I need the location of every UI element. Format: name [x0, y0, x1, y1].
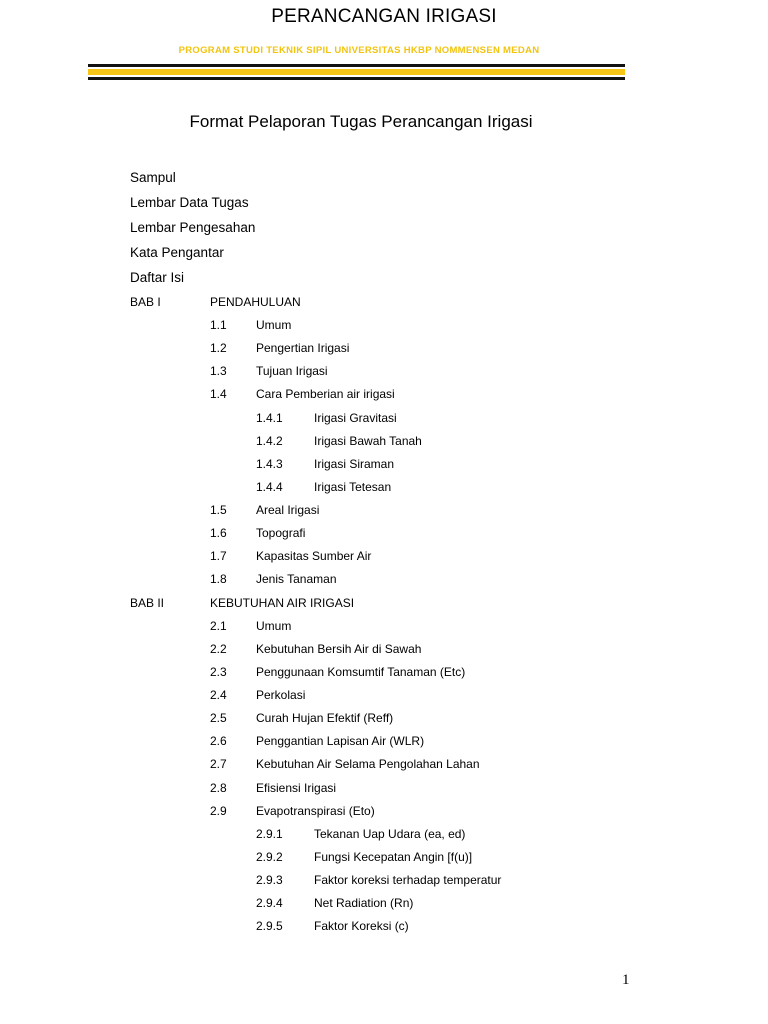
toc-entry — [0, 387, 768, 407]
toc-entry — [0, 195, 768, 215]
toc-entry-label: Tujuan Irigasi — [256, 364, 328, 378]
toc-entry — [0, 734, 768, 754]
toc-entry-label: Efisiensi Irigasi — [256, 781, 337, 795]
toc-entry-label: Penggantian Lapisan Air (WLR) — [256, 734, 425, 748]
toc-entry — [0, 919, 768, 939]
toc-entry — [0, 711, 768, 731]
toc-entry-number: 2.9.2 — [256, 850, 283, 864]
toc-entry — [0, 873, 768, 893]
toc-entry-label: Kebutuhan Bersih Air di Sawah — [256, 642, 422, 656]
toc-entry — [0, 457, 768, 477]
toc-entry-number: 2.8 — [210, 781, 227, 795]
toc-entry-label: Perkolasi — [256, 688, 306, 702]
toc-entry-number: 1.4.4 — [256, 480, 283, 494]
toc-entry-label: Fungsi Kecepatan Angin [f(u)] — [314, 850, 473, 864]
toc-entry — [0, 896, 768, 916]
toc-entry-number: BAB II — [130, 596, 165, 610]
toc-entry-label: Kapasitas Sumber Air — [256, 549, 372, 563]
toc-entry — [0, 411, 768, 431]
toc-entry-number: 1.4.1 — [256, 411, 283, 425]
toc-entry — [0, 572, 768, 592]
header-rule-black-bottom — [88, 77, 625, 80]
toc-entry — [0, 295, 768, 315]
toc-entry-label: Faktor Koreksi (c) — [314, 919, 409, 933]
toc-entry-label: Topografi — [256, 526, 306, 540]
toc-entry — [0, 804, 768, 824]
toc-entry — [0, 688, 768, 708]
toc-entry-label: Kebutuhan Air Selama Pengolahan Lahan — [256, 757, 480, 771]
toc-entry-label: Net Radiation (Rn) — [314, 896, 414, 910]
toc-entry — [0, 270, 768, 290]
toc-entry-label: Irigasi Bawah Tanah — [314, 434, 422, 448]
toc-entry — [0, 781, 768, 801]
toc-entry — [0, 827, 768, 847]
toc-entry-label: Areal Irigasi — [256, 503, 320, 517]
toc-entry — [0, 245, 768, 265]
toc-entry-number: 1.4.3 — [256, 457, 283, 471]
toc-entry-number: BAB I — [130, 295, 161, 309]
toc-entry — [0, 318, 768, 338]
toc-entry-label: Irigasi Siraman — [314, 457, 395, 471]
toc-entry — [0, 434, 768, 454]
toc-entry-number: 1.3 — [210, 364, 227, 378]
toc-entry-label: Lembar Data Tugas — [130, 195, 249, 210]
toc-entry — [0, 480, 768, 500]
toc-entry-number: 1.2 — [210, 341, 227, 355]
toc-entry-number: 1.8 — [210, 572, 227, 586]
toc-entry-number: 2.3 — [210, 665, 227, 679]
toc-entry-number: 2.2 — [210, 642, 227, 656]
toc-entry-number: 2.1 — [210, 619, 227, 633]
toc-entry — [0, 757, 768, 777]
toc-entry-label: Faktor koreksi terhadap temperatur — [314, 873, 502, 887]
toc-entry — [0, 364, 768, 384]
toc-entry-label: Tekanan Uap Udara (ea, ed) — [314, 827, 466, 841]
toc-entry — [0, 850, 768, 870]
toc-entry-number: 2.9.3 — [256, 873, 283, 887]
toc-entry — [0, 665, 768, 685]
header-rule-yellow — [88, 69, 625, 75]
toc-entry-label: Lembar Pengesahan — [130, 220, 256, 235]
toc-entry — [0, 619, 768, 639]
toc-entry-label: Pengertian Irigasi — [256, 341, 350, 355]
toc-entry-number: 2.9 — [210, 804, 227, 818]
toc-entry-number: 2.5 — [210, 711, 227, 725]
toc-entry — [0, 170, 768, 190]
header-title: PERANCANGAN IRIGASI — [271, 6, 497, 27]
toc-entry — [0, 503, 768, 523]
toc-entry-label: Irigasi Tetesan — [314, 480, 392, 494]
toc-entry — [0, 341, 768, 361]
toc-entry-label: Evapotranspirasi (Eto) — [256, 804, 375, 818]
header-rule-black-top — [88, 64, 625, 67]
toc-entry-label: Umum — [256, 318, 292, 332]
toc-entry-number: 2.4 — [210, 688, 227, 702]
page-number: 1 — [622, 972, 630, 988]
toc-entry-number: 1.6 — [210, 526, 227, 540]
toc-entry — [0, 596, 768, 616]
header-subtitle: PROGRAM STUDI TEKNIK SIPIL UNIVERSITAS HKBP NOMMENSEN MEDAN — [178, 45, 540, 56]
toc-entry — [0, 220, 768, 240]
toc-entry-number: 2.9.1 — [256, 827, 283, 841]
toc-entry-number: 2.7 — [210, 757, 227, 771]
toc-entry-number: 2.6 — [210, 734, 227, 748]
toc-entry-label: KEBUTUHAN AIR IRIGASI — [210, 596, 355, 610]
toc-entry-label: Jenis Tanaman — [256, 572, 337, 586]
toc-entry — [0, 526, 768, 546]
toc-entry-label: Daftar Isi — [130, 270, 185, 285]
toc-entry-number: 1.7 — [210, 549, 227, 563]
toc-entry-label: Kata Pengantar — [130, 245, 224, 260]
toc-entry-number: 2.9.5 — [256, 919, 283, 933]
toc-entry-label: Umum — [256, 619, 292, 633]
toc-entry-label: Sampul — [130, 170, 176, 185]
toc-entry-number: 1.5 — [210, 503, 227, 517]
toc-entry-number: 1.4.2 — [256, 434, 283, 448]
toc-entry — [0, 549, 768, 569]
toc-entry — [0, 642, 768, 662]
toc-entry-label: PENDAHULUAN — [210, 295, 301, 309]
toc-entry-label: Penggunaan Komsumtif Tanaman (Etc) — [256, 665, 466, 679]
toc-entry-label: Curah Hujan Efektif (Reff) — [256, 711, 394, 725]
toc-entry-label: Cara Pemberian air irigasi — [256, 387, 395, 401]
toc-entry-number: 2.9.4 — [256, 896, 283, 910]
document-title: Format Pelaporan Tugas Perancangan Irigasi — [189, 112, 533, 131]
toc-entry-label: Irigasi Gravitasi — [314, 411, 397, 425]
toc-entry-number: 1.4 — [210, 387, 227, 401]
toc-entry-number: 1.1 — [210, 318, 227, 332]
